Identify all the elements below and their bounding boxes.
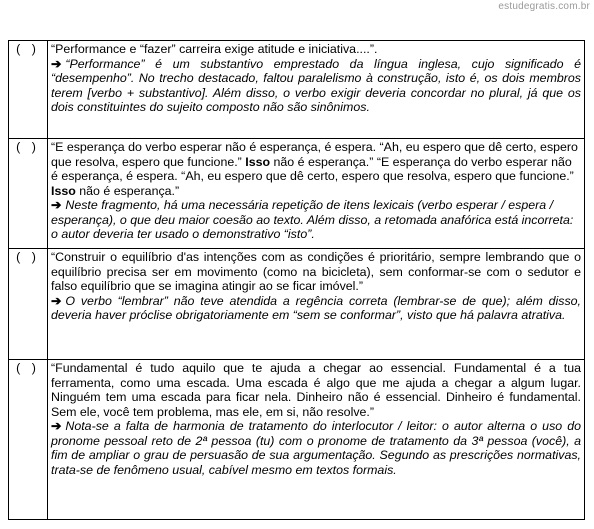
answer-marker: ( ) [16,140,40,154]
answer-marker-cell[interactable] [9,249,48,360]
quote-part: não é esperança.” [75,183,180,198]
statement-cell [48,360,585,520]
quote-emphasis: Isso [51,183,76,198]
table-row [9,249,585,360]
answer-marker-cell[interactable] [9,41,48,139]
quoted-excerpt [51,140,581,198]
table-row [9,41,585,139]
commentary: Nota-se a falta de harmonia de tratamento do interlocutor / leitor: o autor alterna o uso do pronome pessoal reto de 2ª pessoa (tu) com o pronome de tratamento da 3ª pessoa (você), a fim de ampliar o grau de persuasão de sua argumentação. Segundo as prescrições normativas, trata-se de fenômeno usual, cabível mesmo em textos formais. [51,419,581,477]
statements-table [8,40,585,520]
arrow-right-icon: ➔ [51,56,62,71]
commentary: Neste fragmento, há uma necessária repetição de itens lexicais (verbo esperar / espera / esperança), o que deu maior coesão ao texto. Além disso, a retomada anafórica está incorreta: o autor deveria ter usado o demonstrativo “isto”. [51,198,574,241]
answer-marker-cell[interactable] [9,139,48,249]
arrow-right-icon: ➔ [51,198,62,212]
table-row [9,139,585,249]
answer-marker: ( ) [16,250,40,264]
quoted-excerpt: “Fundamental é tudo aquilo que te ajuda a chegar ao essencial. Fundamental é a tua ferramenta, como uma escada. Uma escada é algo que me ajuda a chegar a algum lugar. Ninguém tem uma escada para ficar nela. Dinheiro não é essencial. Dinheiro é fundamental. Sem ele, você tem problema, mas ele, em si, não resolve.” [51,361,581,419]
quote-part: “E esperança do verbo esperar não é esperança, é espera. “Ah, eu espero que dê certo, espero que resolva, espero que funcione.” [51,140,578,169]
quote-part: não é esperança.” “E esperança do verbo esperar não é esperança, é espera. “Ah, eu espero que dê certo, espero que resolva, espero que funcione.” [51,154,574,183]
statement-cell [48,139,585,249]
arrow-right-icon: ➔ [51,293,62,308]
watermark: estudegratis.com.br [498,1,590,12]
table-row [9,360,585,520]
statement-cell [48,249,585,360]
arrow-right-icon: ➔ [51,419,62,433]
commentary: “Performance” é um substantivo emprestado da língua inglesa, cujo significado é “desempenho”. No trecho destacado, faltou paralelismo à construção, isto é, os dois membros terem [verbo + substantivo]. Além disso, o verbo exigir deveria concordar no plural, já que os dois constituintes do sujeito composto não são sinônimos. [51,56,581,114]
statement-cell [48,41,585,139]
answer-marker: ( ) [16,361,40,375]
answer-marker-cell[interactable] [9,360,48,520]
quote-emphasis: Isso [245,154,271,169]
commentary: O verbo “lembrar” não teve atendida a regência correta (lembrar-se de que); além disso, deveria haver próclise obrigatoriamente em “sem se conformar”, visto que há palavra atrativa. [51,293,581,322]
answer-marker: ( ) [16,42,40,56]
quoted-excerpt: “Construir o equilíbrio d'as intenções com as condições é prioritário, sempre lembrando que o equilíbrio precisa ser em movimento (como na bicicleta), sem conformar-se com o sedutor e falso equilíbrio que se imagina atingir ao se ficar imóvel.” [51,250,581,293]
quoted-excerpt: “Performance e “fazer” carreira exige atitude e iniciativa....”. [51,42,378,56]
